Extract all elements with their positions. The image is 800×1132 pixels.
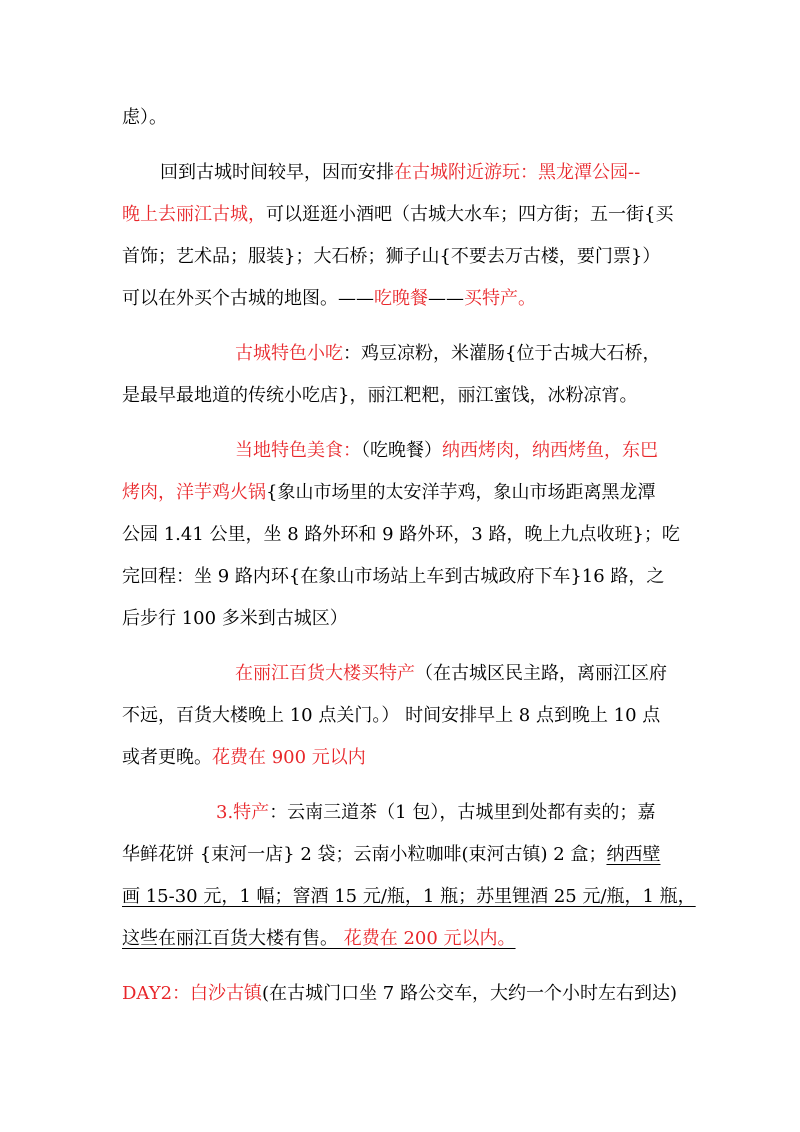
text-line xyxy=(122,523,680,547)
text-span: 首饰；艺术品；服装}；大石桥；狮子山{不要去万古楼，要门票}） xyxy=(122,246,661,267)
highlight-span: 当地特色美食： xyxy=(235,440,361,461)
text-line xyxy=(235,662,667,686)
text-line xyxy=(122,704,660,728)
text-line xyxy=(122,287,536,311)
highlight-span: 晚上去丽江古城， xyxy=(122,204,266,225)
highlight-span: 在丽江百货大楼买特产 xyxy=(235,663,415,684)
highlight-span: 烤肉，洋芋鸡火锅 xyxy=(122,482,266,503)
text-line xyxy=(235,439,658,463)
text-line xyxy=(235,342,660,366)
text-span: ：鸡豆凉粉，米灌肠{位于古城大石桥， xyxy=(343,343,661,364)
text-span: 华鲜花饼 {束河一店} 2 袋；云南小粒咖啡(束河古镇) 2 盒； xyxy=(122,844,607,865)
text-line xyxy=(122,885,696,909)
highlight-span: 在古城附近游玩：黑龙潭公园-- xyxy=(394,162,641,183)
highlight-span: 古城特色小吃 xyxy=(235,343,343,364)
highlight-span: 3.特产 xyxy=(216,802,270,823)
text-line xyxy=(122,982,677,1006)
text-span: （在古城区民主路，离丽江区府 xyxy=(415,663,667,684)
highlight-span: 买特产。 xyxy=(464,288,536,309)
text-line xyxy=(122,927,516,951)
text-span: 可以在外买个古城的地图。—— xyxy=(122,288,374,309)
text-span: 后步行 100 多米到古城区） xyxy=(122,608,348,629)
text-span: 可以逛逛小酒吧（古城大水车；四方街；五一街{买 xyxy=(266,204,674,225)
underlined-span: 画 15-30 元，1 幅；窨酒 15 元/瓶，1 瓶；苏里锂酒 25 元/瓶，1 瓶， xyxy=(122,886,696,907)
highlight-span: 吃晚餐 xyxy=(374,288,428,309)
text-span: 回到古城时间较早，因而安排 xyxy=(160,162,394,183)
text-line xyxy=(122,245,660,269)
text-line xyxy=(122,607,348,631)
highlight-span: DAY2：白沙古镇 xyxy=(122,983,263,1004)
text-span: 不远，百货大楼晚上 10 点关门。） 时间安排早上 8 点到晚上 10 点 xyxy=(122,705,661,726)
highlight-span: 花费在 900 元以内 xyxy=(212,747,366,768)
text-span: —— xyxy=(428,288,464,309)
underlined-span: 这些在丽江百货大楼有售。 xyxy=(122,928,338,949)
text-line xyxy=(122,203,673,227)
text-span: 或者更晚。 xyxy=(122,747,212,768)
text-line xyxy=(160,161,640,185)
text-span: {象山市场里的太安洋芋鸡，象山市场距离黑龙潭 xyxy=(266,482,656,503)
text-span: （吃晚餐） xyxy=(361,440,442,461)
text-line xyxy=(216,801,655,825)
text-line xyxy=(122,384,637,408)
text-line xyxy=(122,843,660,867)
underlined-span: 纳西壁 xyxy=(606,844,661,865)
text-span: 公园 1.41 公里，坐 8 路外环和 9 路外环，3 路，晚上九点收班}；吃 xyxy=(122,524,680,545)
text-span: 虑）。 xyxy=(122,107,167,128)
highlight-span: 花费在 200 元以内。 xyxy=(338,928,516,949)
text-span: 完回程：坐 9 路内环{在象山市场站上车到古城政府下车}16 路，之 xyxy=(122,566,665,587)
text-span: 是最早最地道的传统小吃店}，丽江粑粑，丽江蜜饯，冰粉凉宵。 xyxy=(122,385,638,406)
text-line xyxy=(122,106,167,130)
text-span: ：云南三道茶（1 包），古城里到处都有卖的；嘉 xyxy=(269,802,656,823)
text-span: (在古城门口坐 7 路公交车，大约一个小时左右到达) xyxy=(262,983,677,1004)
text-line xyxy=(122,481,655,505)
text-line xyxy=(122,565,664,589)
highlight-span: 纳西烤肉，纳西烤鱼，东巴 xyxy=(442,440,658,461)
text-line xyxy=(122,746,366,770)
